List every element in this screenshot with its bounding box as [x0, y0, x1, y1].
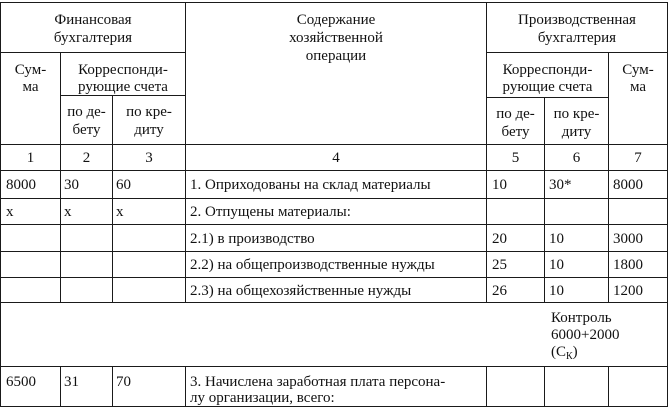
fin-sum-cell: 8000 [6, 177, 36, 193]
operation-cell: 2.1) в производство [190, 231, 315, 247]
fin-debit-header-line1: по де- [67, 104, 106, 120]
row4-top-rule [0, 251, 668, 252]
operation-cell: 2.2) на общепроизводственные нужды [190, 257, 435, 273]
control-result-subscript: К [566, 351, 573, 362]
operation-cell-line1: 3. Начислена заработная плата персона- [190, 374, 446, 390]
col1-right-lower [60, 366, 61, 407]
column-number: 1 [26, 150, 35, 166]
prod-title-line1: Производственная [518, 12, 636, 28]
prod-credit-cell: 10 [549, 231, 564, 247]
fin-credit-cell: 70 [116, 374, 131, 390]
content-header-line2: хозяйственной [289, 30, 383, 46]
fin-debit-cell: 30 [64, 177, 79, 193]
prod-sum-header-line2: ма [629, 79, 647, 95]
content-header-line3: операции [305, 48, 367, 64]
fin-credit-header-line1: по кре- [126, 104, 172, 120]
fin-credit-cell: x [116, 204, 124, 220]
column-number: 4 [332, 150, 340, 166]
prod-corr-rule [486, 97, 608, 98]
column-number: 6 [572, 150, 581, 166]
control-top-rule [0, 302, 668, 303]
prod-title-line2: бухгалтерия [537, 30, 617, 46]
control-label: Контроль [551, 310, 612, 326]
prod-sum-cell: 1200 [613, 283, 643, 299]
fin-corr-rule [60, 95, 185, 96]
prod-title-rule [486, 52, 668, 53]
prod-debit-header-line2: бету [501, 124, 530, 140]
col5-right-lower [544, 366, 545, 407]
prod-credit-cell: 10 [549, 283, 564, 299]
prod-debit-header-line1: по де- [496, 106, 535, 122]
operation-cell: 2.3) на общехозяйственные нужды [190, 283, 412, 299]
prod-credit-header-line1: по кре- [553, 106, 600, 122]
control-result-prefix: (С [551, 344, 566, 360]
col6-right-lower [608, 366, 609, 407]
row1-top-rule [0, 170, 668, 171]
operation-cell: 1. Оприходованы на склад материалы [190, 177, 431, 193]
fin-corr-header-line2: рующие счета [78, 79, 168, 95]
prod-sum-cell: 1800 [613, 257, 643, 273]
fin-sum-header-line1: Сум- [14, 62, 47, 78]
operation-cell: 2. Отпущены материалы: [190, 204, 351, 220]
fin-sum-cell: 6500 [6, 374, 36, 390]
prod-debit-cell: 20 [492, 231, 507, 247]
row2-top-rule [0, 198, 668, 199]
row6-top-rule [0, 366, 668, 367]
column-number: 5 [511, 150, 520, 166]
control-result-suffix: ) [572, 344, 578, 360]
prod-sum-cell: 3000 [613, 231, 643, 247]
column-number: 7 [634, 150, 642, 166]
prod-credit-header-line2: диту [561, 124, 592, 140]
fin-credit-header-line2: диту [134, 122, 164, 138]
content-header-line1: Содержание [296, 12, 376, 28]
column-number: 3 [145, 150, 153, 166]
fin-sum-cell: x [6, 204, 14, 220]
fin-debit-header-line2: бету [72, 122, 101, 138]
operation-cell-line2: лу организации, всего: [190, 390, 335, 406]
control-result [551, 344, 578, 362]
row6-bottom-rule [0, 406, 668, 407]
fin-debit-cell: x [64, 204, 72, 220]
fin-title-line1: Финансовая [54, 12, 132, 28]
column-number: 2 [82, 150, 91, 166]
prod-sum-cell: 8000 [613, 177, 643, 193]
fin-debit-cell: 31 [64, 374, 79, 390]
prod-debit-cell: 26 [492, 283, 507, 299]
col3-right-lower [185, 366, 186, 407]
prod-sum-header-line1: Сум- [622, 62, 654, 78]
row5-top-rule [0, 277, 668, 278]
prod-debit-cell: 10 [492, 177, 507, 193]
prod-corr-header-line2: рующие счета [502, 79, 593, 95]
prod-corr-header-line1: Корреспонди- [502, 62, 593, 78]
prod-credit-cell: 30* [549, 177, 572, 193]
col4-right-lower [486, 366, 487, 407]
border-top [0, 2, 668, 3]
prod-credit-cell: 10 [549, 257, 564, 273]
fin-title-line2: бухгалтерия [53, 30, 133, 46]
prod-debit-cell: 25 [492, 257, 507, 273]
colnum-top-rule [0, 144, 668, 145]
fin-title-rule [0, 52, 185, 53]
fin-sum-header-line2: ма [22, 79, 39, 95]
col2-right-lower [112, 366, 113, 407]
fin-corr-header-line1: Корреспонди- [78, 62, 168, 78]
row3-top-rule [0, 224, 668, 225]
fin-credit-cell: 60 [116, 177, 131, 193]
control-formula: 6000+2000 [551, 327, 620, 343]
